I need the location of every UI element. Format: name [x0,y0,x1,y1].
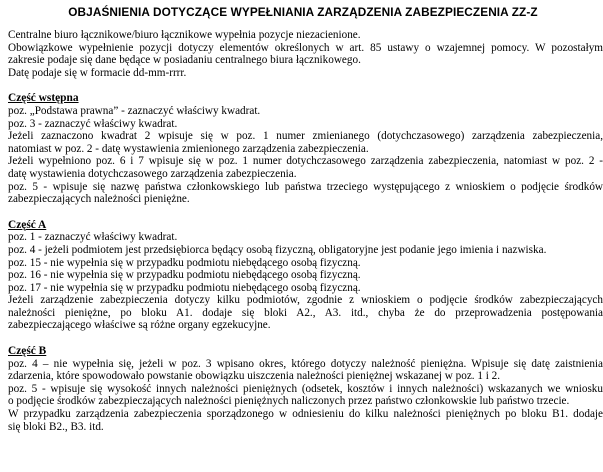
section-heading: Część B [8,345,47,358]
section-line: zdarzenia, które spowodowało powstanie obowiązku uiszczenia należności pieniężnej wskazanej w poz. 1 i 2. [8,370,501,383]
section-czesc-a [8,219,603,332]
section-line: W przypadku zarządzenia zabezpieczenia sporządzonego w odniesieniu do kilku należności pieniężnych po bloku B1. dodaje [8,408,603,421]
section-line: poz. 4 - jeżeli podmiotem jest przedsiębiorca będący osobą fizyczną, obligatoryjne jest podanie jego imienia i nazwiska. [8,243,547,256]
section-line: Jeżeli wypełniono poz. 6 i 7 wpisuje się w poz. 1 numer dotychczasowego zarządzenia zabezpieczenia, natomiast w poz. 2 - [8,155,603,168]
section-czesc-wstepna [8,92,603,205]
document-title: OBJAŚNIENIA DOTYCZĄCE WYPEŁNIANIA ZARZĄDZENIA ZABEZPIECZENIA ZZ-Z [68,5,538,19]
section-line: poz. 17 - nie wypełnia się w przypadku podmiotu niebędącego osobą fizyczną. [8,281,361,294]
section-line: poz. 3 - zaznaczyć właściwy kwadrat. [8,117,178,130]
section-line: się bloki B2., B3. itd. [8,420,104,433]
section-line: poz. 4 – nie wypełnia się, jeżeli w poz. 3 wpisano okres, którego dotyczy należność pieniężna. Wpisuje się datę zaistnienia [8,357,603,370]
section-line: poz. 5 - wpisuje się wysokość innych należności pieniężnych (odsetek, kosztów i innych należności) wskazanych we wniosku [8,382,603,395]
section-line: poz. 5 - wpisuje się nazwę państwa członkowskiego lub państwa trzeciego występującego z wnioskiem o podjęcie środków [8,180,603,193]
intro-line: Centralne biuro łącznikowe/biuro łącznikowe wypełnia pozycje niezacienione. [8,29,361,41]
section-line: poz. „Podstawa prawna” - zaznaczyć właściwy kwadrat. [8,104,261,117]
intro-line: zakresie podaje się dane będące w posiadaniu centralnego biura łącznikowego. [8,54,361,67]
section-line: datę wystawienia dotychczasowego zarządzenia zabezpieczenia. [8,167,297,180]
intro-line: Obowiązkowe wypełnienie pozycji dotyczy elementów określonych w art. 85 ustawy o wzajemnej pomocy. W pozostałym [8,41,603,54]
section-line: natomiast w poz. 2 - datę wystawienia zmienionego zarządzenia zabezpieczenia. [8,142,369,155]
section-line: zabezpieczającego właściwe są różne organy egzekucyjne. [8,319,271,332]
section-line: poz. 16 - nie wypełnia się w przypadku podmiotu niebędącego osobą fizyczną. [8,269,361,282]
intro-line: Datę podaje się w formacie dd-mm-rrrr. [8,66,187,79]
section-line: Jeżeli zaznaczono kwadrat 2 wpisuje się w poz. 1 numer zmienianego (dotychczasowego) zarządzenia zabezpieczenia, [8,130,603,143]
section-line: należności pieniężne, po bloku A1. dodaje się bloki A2., A3. itd., chyba że do przeprowadzenia postępowania [8,306,603,319]
intro-block [8,29,603,79]
section-czesc-b [8,345,603,433]
section-heading: Część A [8,218,47,231]
section-heading: Część wstępna [8,92,79,105]
section-line: poz. 1 - zaznaczyć właściwy kwadrat. [8,231,178,244]
section-line: Jeżeli zarządzenie zabezpieczenia dotyczy kilku podmiotów, zgodnie z wnioskiem o podjęcie środków zabezpieczających [8,294,603,307]
section-line: o podjęcie środków zabezpieczających należności pieniężnych naliczonych przez państwo członkowskie lub państwo trzecie. [8,395,570,408]
section-line: poz. 15 - nie wypełnia się w przypadku podmiotu niebędącego osobą fizyczną. [8,256,361,269]
section-line: zabezpieczających należności pieniężne. [8,193,190,206]
